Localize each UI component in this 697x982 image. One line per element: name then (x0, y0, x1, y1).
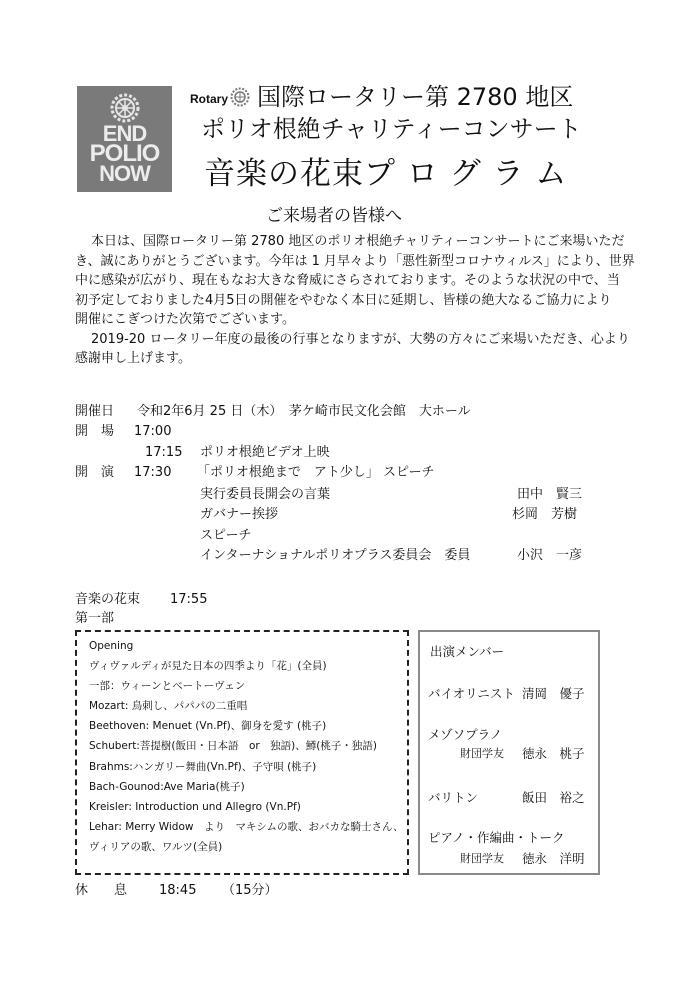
program-item: ヴィリアの歌、ワルツ(全員) (89, 840, 223, 853)
greeting-heading: ご来場者の皆様へ (266, 206, 402, 226)
schedule-entry-text: スピーチ (200, 528, 252, 543)
intermission-duration: （15分） (222, 883, 278, 898)
mezzo-name: 徳永 桃子 (522, 746, 585, 761)
program-item: Mozart: 鳥刺し、パパパの二重唱 (89, 700, 248, 713)
schedule-entry-text: ガバナー挨拶 (200, 507, 279, 522)
greeting-line: 初予定しておりました4月5日の開催をやむなく本日に延期し、皆様の絶大なるご協力により (75, 292, 612, 308)
program-item: Beethoven: Menuet (Vn.Pf)、御身を愛す (桃子) (89, 720, 327, 733)
rotary-wordmark: Rotary (190, 92, 229, 106)
mezzo-affiliation: 財団学友 (460, 747, 504, 760)
program-item: 一部：ウィーンとベートーヴェン (89, 680, 246, 693)
start-time: 17:30 (134, 465, 172, 480)
part-one-label: 第一部 (75, 611, 115, 626)
program-title: 音楽の花束プ ロ グ ラ ム (204, 156, 568, 192)
video-text: ポリオ根絶ビデオ上映 (200, 445, 330, 460)
piano-role: ピアノ・作編曲・トーク (428, 830, 565, 845)
piano-name: 徳永 洋明 (522, 851, 585, 866)
program-item: Bach-Gounod:Ave Maria(桃子) (89, 780, 245, 793)
concert-title: ポリオ根絶チャリティーコンサート (201, 115, 582, 143)
greeting-line: 中に感染が広がり、現在もなお大きな脅威にさらされております。そのような状況の中で、当 (75, 273, 620, 288)
start-text: 「ポリオ根絶まで アト少し」 スピーチ (197, 465, 435, 480)
schedule-entry-text: 実行委員長開会の言葉 (200, 487, 331, 502)
program-item: ヴィヴァルディが見た日本の四季より「花」(全員) (89, 660, 327, 673)
doors-open-time: 17:00 (134, 424, 172, 439)
start-label: 開 演 (75, 465, 115, 480)
program-item: Schubert:菩提樹(飯田・日本語 or 独語)、鱒(桃子・独語) (89, 740, 377, 753)
date-label: 開催日 (75, 404, 115, 419)
end-polio-now-logo (77, 86, 172, 192)
doors-open-label: 開 場 (75, 424, 115, 439)
piano-affiliation: 財団学友 (460, 852, 504, 865)
program-item: Lehar: Merry Widow より マキシムの歌、おバカな騎士さん、 (89, 820, 404, 833)
logo-now-text: NOW (99, 161, 150, 186)
date-value: 令和2年6月 25 日（木） 茅ケ崎市民文化会館 大ホール (137, 404, 471, 419)
mezzo-role: メゾソプラノ (428, 727, 503, 742)
greeting-line: 2019-20 ロータリー年度の最後の行事となりますが、大勢の方々にご来場いただき、心より (91, 331, 630, 347)
concert-time: 17:55 (170, 592, 208, 607)
logo-end-text: END (102, 121, 147, 146)
violin-name: 清岡 優子 (522, 686, 585, 701)
rotary-wheel-icon (109, 92, 141, 124)
greeting-line: 開催にこぎつけた次第でございます。 (75, 312, 295, 327)
intermission-label: 休 息 (75, 883, 128, 898)
violin-role: バイオリニスト (428, 686, 515, 701)
baritone-role: バリトン (428, 790, 479, 805)
program-item: Kreisler: Introduction und Allegro (Vn.Pf) (89, 800, 301, 813)
greeting-paragraph (75, 232, 635, 369)
program-list-box (75, 630, 409, 875)
baritone-name: 飯田 裕之 (522, 790, 585, 805)
greeting-line: き、誠にありがとうございます。今年は 1 月早々より「悪性新型コロナウィルス」により、世界 (75, 253, 635, 269)
members-box (418, 630, 600, 875)
greeting-line: 感謝申し上げます。 (75, 351, 191, 366)
concert-label: 音楽の花束 (75, 592, 141, 607)
schedule-entry-name: 杉岡 芳樹 (512, 507, 578, 522)
rotary-wheel-small-icon (230, 87, 250, 107)
program-item: Opening (89, 640, 134, 652)
program-item: Brahms:ハンガリー舞曲(Vn.Pf)、子守唄 (桃子) (89, 760, 317, 773)
intermission-time: 18:45 (159, 883, 197, 898)
schedule-entry-name: 小沢 一彦 (517, 548, 583, 563)
greeting-line: 本日は、国際ロータリー第 2780 地区のポリオ根絶チャリティーコンサートにご来場いただ (91, 234, 625, 249)
video-time: 17:15 (145, 445, 183, 460)
schedule-entry-text: インターナショナルポリオプラス委員会 委員 (200, 548, 471, 563)
district-title: 国際ロータリー第 2780 地区 (257, 83, 574, 111)
members-heading: 出演メンバー (430, 644, 505, 659)
logo-polio-text: POLIO (89, 140, 160, 167)
schedule-entry-name: 田中 賢三 (517, 487, 583, 502)
